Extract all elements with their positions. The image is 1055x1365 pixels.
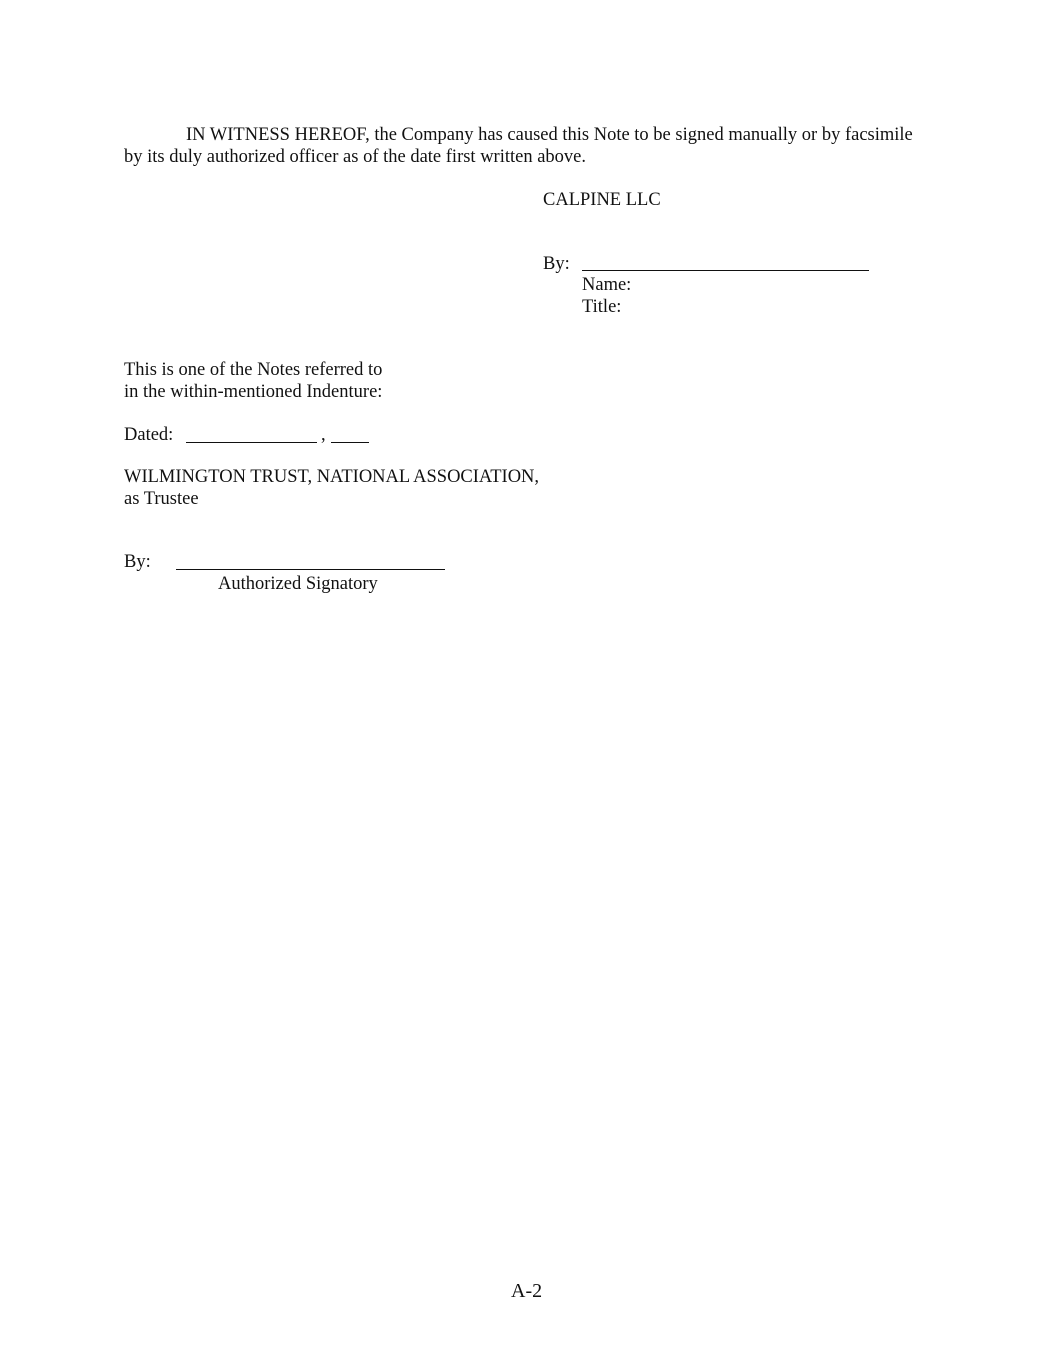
witness-line-2: by its duly authorized officer as of the date first written above. [124, 147, 587, 167]
certificate-line-2: in the within-mentioned Indenture: [124, 382, 383, 402]
company-title-label: Title: [582, 297, 622, 317]
company-signature-line[interactable] [582, 270, 869, 271]
trustee-name: WILMINGTON TRUST, NATIONAL ASSOCIATION, [124, 467, 540, 487]
trustee-signature-line[interactable] [176, 569, 445, 570]
page-number: A-2 [511, 1280, 543, 1302]
witness-paragraph [124, 124, 944, 168]
dated-date-line[interactable] [186, 442, 317, 443]
witness-line-1: IN WITNESS HEREOF, the Company has caused this Note to be signed manually or by facsimile [186, 125, 913, 145]
company-name: CALPINE LLC [543, 190, 661, 210]
dated-separator: , [321, 425, 326, 445]
company-name-label: Name: [582, 275, 632, 295]
authorized-signatory-label: Authorized Signatory [218, 574, 378, 594]
dated-label: Dated: [124, 425, 174, 445]
company-by-label: By: [543, 254, 570, 274]
trustee-by-label: By: [124, 552, 151, 572]
trustee-role: as Trustee [124, 489, 199, 509]
certificate-line-1: This is one of the Notes referred to [124, 360, 383, 380]
dated-year-line[interactable] [331, 442, 369, 443]
